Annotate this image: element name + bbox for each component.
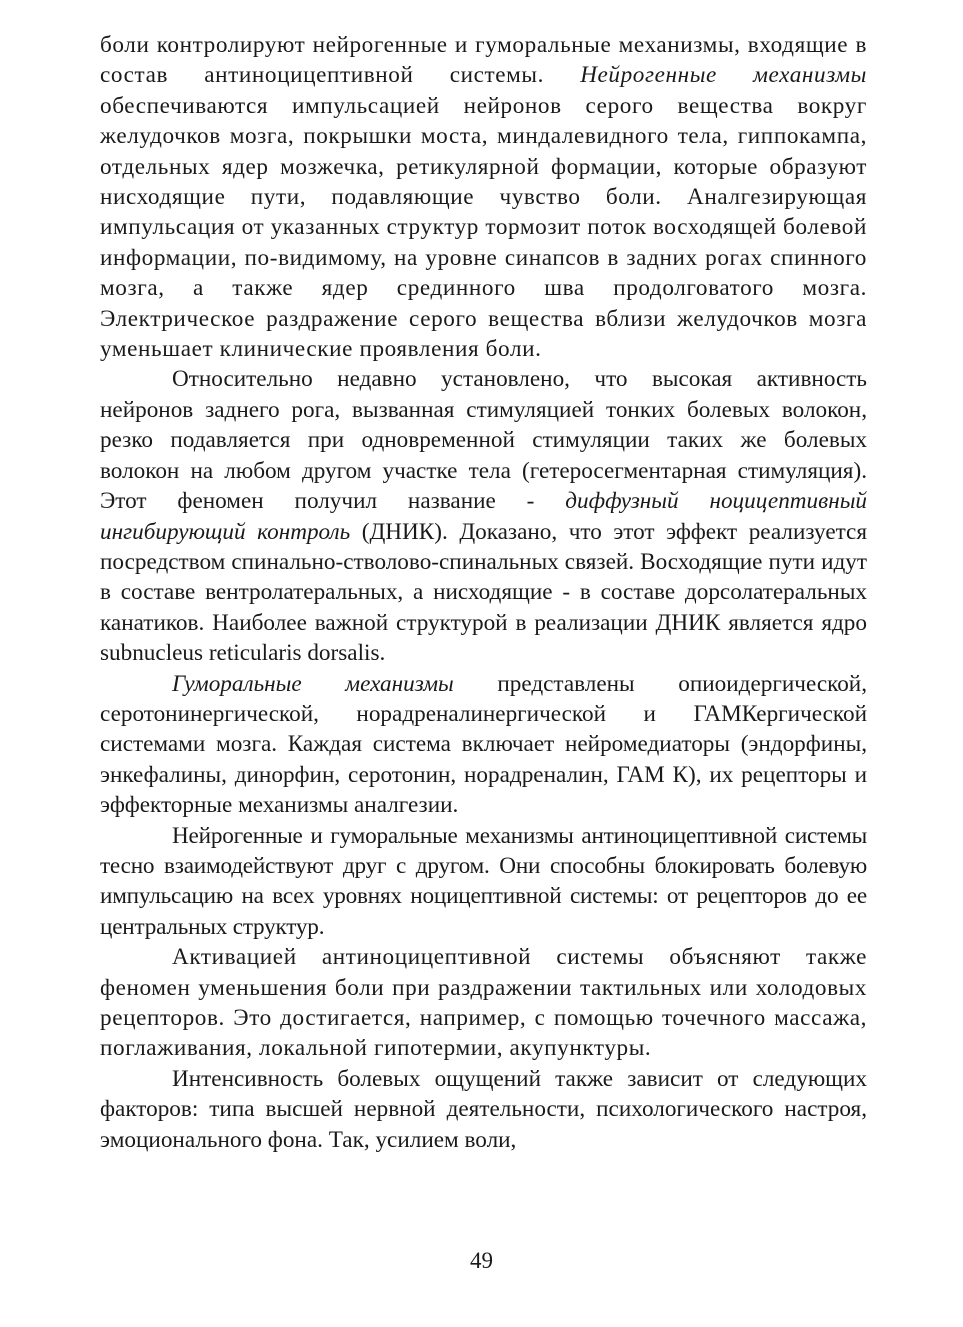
paragraph-6: Интенсивность болевых ощущений также зависит от следующих факторов: типа высшей нервной деятельности, психологического настроя, эмоционального фона. Так, усилием воли, (100, 1065, 867, 1153)
paragraph-1 (100, 30, 867, 364)
paragraph-3 (100, 669, 867, 821)
paragraph-4: Нейрогенные и гуморальные механизмы антиноцицептивной системы тесно взаимодействуют друг с другом. Они способны блокировать болевую импульсацию на всех уровнях ноцицептивной системы: от рецепторов до ее центральных структур. (100, 822, 867, 940)
paragraph-2-text-c: (ДНИК). Доказано, что этот эффект реализуется посредством спинально-стволово-спинальных связей. Восходящие пути идут в составе вентролатеральных, а нисходящие - в составе дорсолатеральных канатиков. Наиболее важной структурой в реализации ДНИК является ядро subnucleus reticularis dorsalis. (100, 518, 867, 667)
page-body (100, 30, 867, 1155)
paragraph-2-italic-term: диффузный ноцицептивный ингибирующий контроль (100, 488, 868, 545)
page-number: 49 (470, 1248, 493, 1273)
paragraph-2 (100, 364, 867, 668)
paragraph-1-text-c: обеспечиваются импульсацией нейронов серого вещества вокруг желудочков мозга, покрышки моста, миндалевидного тела, гиппокампа, отдельных ядер мозжечка, ретикулярной формации, которые образуют нисходящие пути, подавляющие чувство боли. Аналгезирующая импульсация от указанных структур тормозит поток восходящей болевой информации, по-видимому, на уровне синапсов в задних рогах спинного мозга, а также ядер срединного шва продолговатого мозга. Электрическое раздражение серого вещества вблизи желудочков мозга уменьшает клинические проявления боли. (100, 92, 867, 363)
paragraph-1-italic-term: Нейрогенные механизмы (580, 62, 867, 89)
paragraph-5: Активацией антиноцицептивной системы объясняют также феномен уменьшения боли при раздражении тактильных или холодовых рецепторов. Это достигается, например, с помощью точечного массажа, поглаживания, локальной гипотермии, акупунктуры. (100, 944, 867, 1062)
paragraph-2-text-a: Относительно недавно установлено, что высокая активность нейронов заднего рога, вызванная стимуляцией тонких болевых волокон, резко подавляется при одновременной стимуляции таких же болевых волокон на любом другом участке тела (гетеросегментарная стимуляция). Этот феномен получил название - (100, 366, 867, 515)
paragraph-3-text-b: представлены опиоидергической, серотонинергической, норадреналинергической и ГАМКергической системами мозга. Каждая система включает нейромедиаторы (эндорфины, энкефалины, динорфин, серотонин, норадреналин, ГАМ К), их рецепторы и эффекторные механизмы аналгезии. (100, 670, 867, 819)
paragraph-1-text-a: боли контролируют нейрогенные и гуморальные механизмы, входящие в состав антиноцицептивной системы. (100, 32, 867, 89)
paragraph-3-italic-term: Гуморальные механизмы (172, 670, 454, 697)
